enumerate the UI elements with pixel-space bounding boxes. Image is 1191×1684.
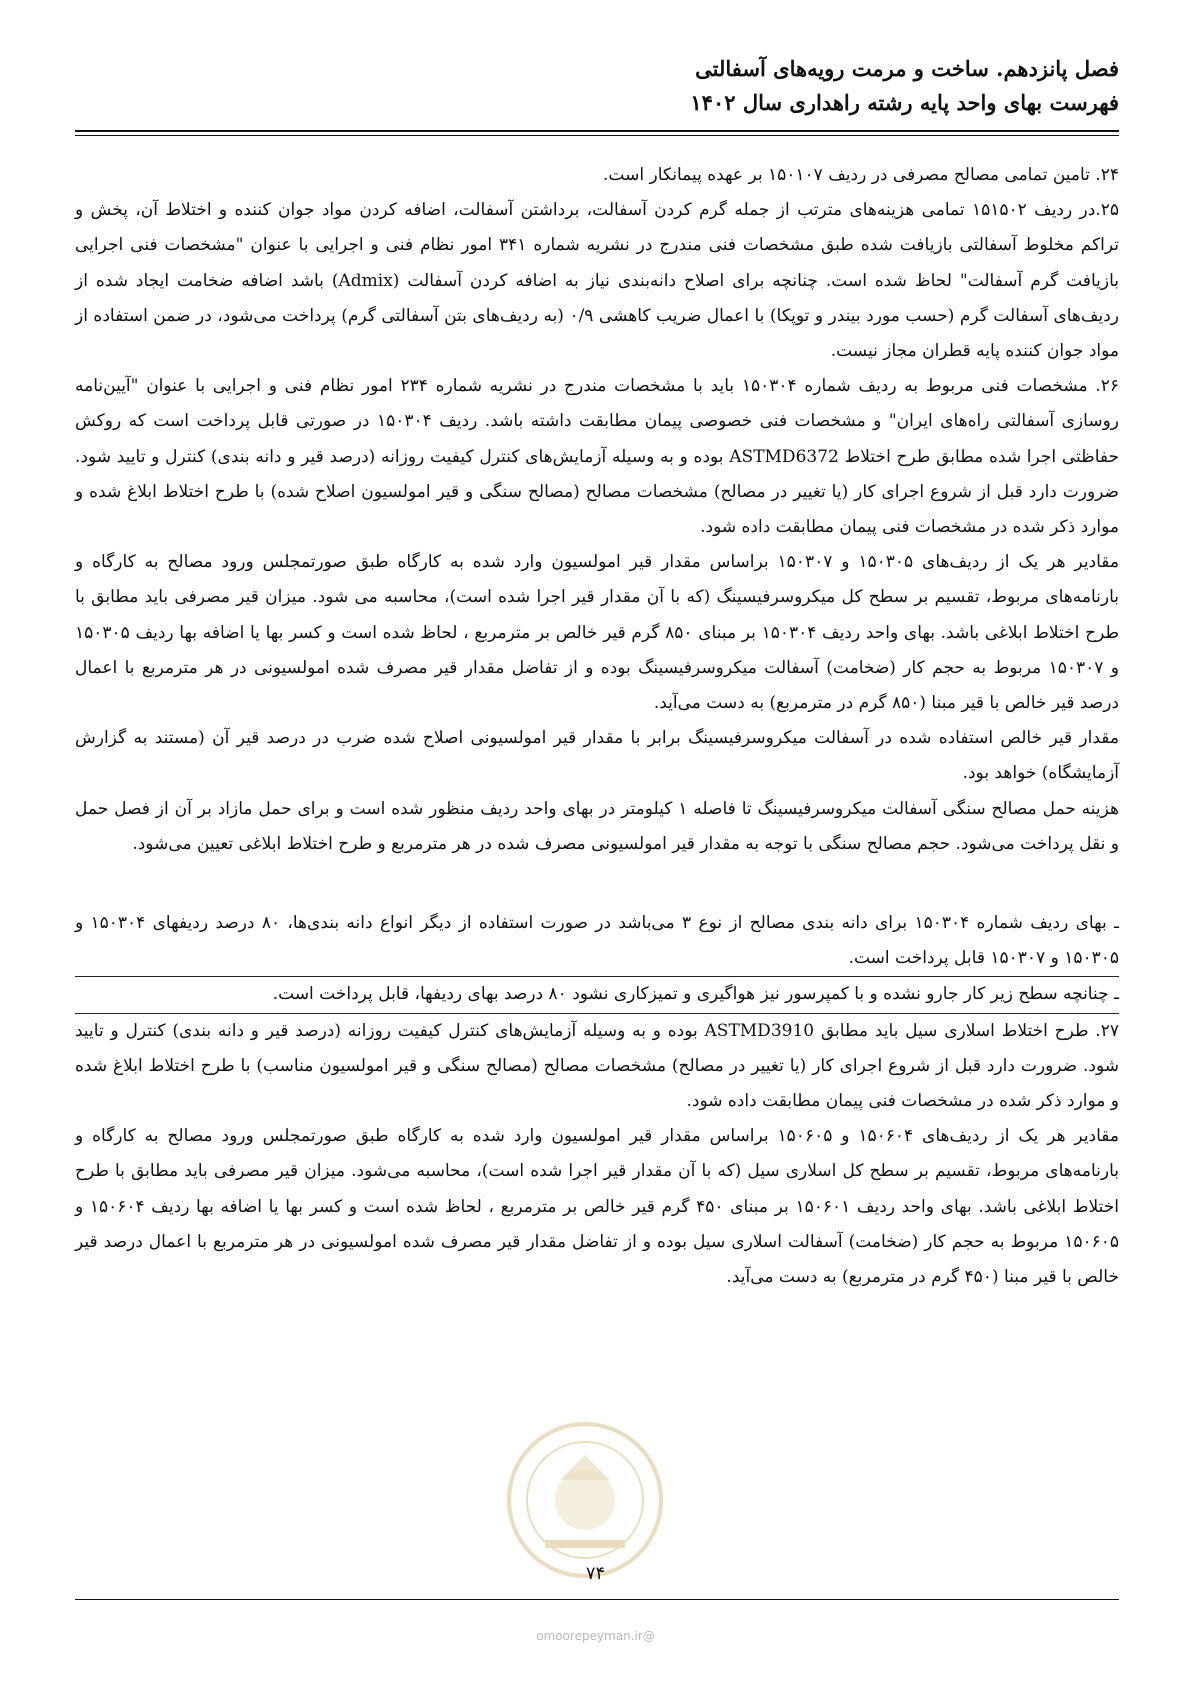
- paragraph-item-26: ۲۶. مشخصات فنی مربوط به ردیف شماره ۱۵۰۳۰۴ باید با مشخصات مندرج در نشریه شماره ۲۳۴ امور نظام فنی و اجرایی با عنوان "آیین‌نامه روسازی آسفالتی راه‌های ایران" و مشخصات فنی خصوصی پیمان مطابقت داشته باشد. ردیف ۱۵۰۳۰۴ در صورتی قابل پرداخت است که روکش حفاظتی اجرا شده مطابق طرح اختلاط ASTMD6372 بوده و به وسیله آزمایش‌های کنترل کیفیت روزانه (درصد قیر و دانه بندی) کنترل و تایید شود. ضرورت دارد قبل از شروع اجرای کار (یا تغییر در مصالح) مشخصات مصالح (مصالح سنگی و قیر امولسیون اصلاح شده) با طرح اختلاط ابلاغ شده و موارد ذکر شده در مشخصات فنی پیمان مطابقت داده شود.: [75, 376, 1119, 538]
- page-number: ۷۴: [585, 1563, 606, 1584]
- paragraph-item-27: ۲۷. طرح اختلاط اسلاری سیل باید مطابق ASTMD3910 بوده و به وسیله آزمایش‌های کنترل کیفیت روزانه (درصد قیر و دانه بندی) کنترل و تایید شود. ضرورت دارد قبل از شروع اجرای کار (یا تغییر در مصالح) مشخصات مصالح (مصالح سنگی و قیر امولسیون مناسب) با طرح اختلاط ابلاغ شده و موارد ذکر شده در مشخصات فنی پیمان مطابقت داده شود.: [75, 1020, 1119, 1112]
- section-gap: [75, 862, 1119, 906]
- paragraph-item-25: ۲۵.در ردیف ۱۵۱۵۰۲ تمامی هزینه‌های مترتب از جمله گرم کردن آسفالت، برداشتن آسفالت، اضافه کردن مواد جوان کننده و اختلاط آن، پخش و تراکم مخلوط آسفالتی بازیافت شده طبق مشخصات فنی مندرج در نشریه شماره ۳۴۱ امور نظام فنی و اجرایی با عنوان "مشخصات فنی اجرایی بازیافت گرم آسفالت" لحاظ شده است. چنانچه برای اصلاح دانه‌بندی نیاز به اضافه کردن آسفالت (Admix) باشد اضافه ضخامت ایجاد شده از ردیف‌های آسفالت گرم (حسب مورد بیندر و توپکا) با اعمال ضریب کاهشی ۰/۹ (به ردیف‌های بتن آسفالتی گرم) پرداخت می‌شود، در ضمن استفاده از مواد جوان کننده پایه قطران مجاز نیست.: [75, 200, 1120, 362]
- paragraph-item-24: ۲۴. تامین تمامی مصالح مصرفی در ردیف ۱۵۰۱۰۷ بر عهده پیمانکار است.: [603, 165, 1119, 185]
- header-rule-thick: [75, 130, 1119, 132]
- note-gradation: ـ بهای ردیف شماره ۱۵۰۳۰۴ برای دانه بندی مصالح از نوع ۳ می‌باشد در صورت استفاده از دیگر انواع دانه بندی‌ها، ۸۰ درصد ردیفهای ۱۵۰۳۰۴ و ۱۵۰۳۰۵ و ۱۵۰۳۰۷ قابل پرداخت است.: [75, 906, 1119, 977]
- page-header: [75, 52, 1119, 120]
- notes-block: [75, 906, 1119, 1014]
- price-list-title: فهرست بهای واحد پایه رشته راهداری سال ۱۴۰۲: [690, 90, 1119, 115]
- note-surface-cleaning: ـ چنانچه سطح زیر کار جارو نشده و با کمپرسور نیز هواگیری و تمیزکاری نشود ۸۰ درصد بهای ردیفها، قابل پرداخت است.: [75, 977, 1119, 1013]
- site-watermark: @omoorepeyman.ir: [536, 1629, 655, 1643]
- footer-rule: [75, 1599, 1119, 1600]
- paragraph-net-bitumen: مقدار قیر خالص استفاده شده در آسفالت میکروسرفیسینگ برابر با مقدار قیر امولسیونی اصلاح شده ضرب در درصد قیر آن (مستند به گزارش آزمایشگاه) خواهد بود.: [75, 728, 1119, 784]
- paragraph-slurry-seal-quantities: مقادیر هر یک از ردیف‌های ۱۵۰۶۰۴ و ۱۵۰۶۰۵ براساس مقدار قیر امولسیون وارد شده به کارگاه طبق صورتمجلس ورود مصالح به کارگاه و بارنامه‌های مربوط، تقسیم بر سطح کل اسلاری سیل (که با آن مقدار قیر اجرا شده است)، محاسبه می‌شود. میزان قیر مصرفی باید مطابق با طرح اختلاط ابلاغی باشد. بهای واحد ردیف ۱۵۰۶۰۱ بر مبنای ۴۵۰ گرم قیر خالص بر مترمربع ، لحاظ شده است و کسر بها یا اضافه بها ردیف ۱۵۰۶۰۴ و ۱۵۰۶۰۵ مربوط به حجم کار (ضخامت) آسفالت اسلاری سیل بوده و از تفاضل مقدار قیر مصرف شده امولسیونی در هر مترمربع با اعمال درصد قیر خالص با قیر مبنا (۴۵۰ گرم در مترمربع) به دست می‌آید.: [75, 1126, 1120, 1288]
- watermark-seal: [505, 1420, 665, 1580]
- header-rule-thin: [75, 135, 1119, 136]
- paragraph-microsurfacing-quantities: مقادیر هر یک از ردیف‌های ۱۵۰۳۰۵ و ۱۵۰۳۰۷ براساس مقدار قیر امولسیون وارد شده به کارگاه طبق صورتمجلس ورود مصالح به کارگاه و بارنامه‌های مربوط، تقسیم بر سطح کل میکروسرفیسینگ (که با آن مقدار قیر اجرا شده است)، محاسبه می شود. میزان قیر مصرفی باید مطابق با طرح اختلاط ابلاغی باشد. بهای واحد ردیف ۱۵۰۳۰۴ بر مبنای ۸۵۰ گرم قیر خالص بر مترمربع ، لحاظ شده است و کسر بها یا اضافه بها ردیف ۱۵۰۳۰۵ و ۱۵۰۳۰۷ مربوط به حجم کار (ضخامت) آسفالت میکروسرفیسینگ بوده و از تفاضل مقدار قیر مصرف شده امولسیونی در هر مترمربع با اعمال درصد قیر خالص با قیر مبنا (۸۵۰ گرم در مترمربع) به دست می‌آید.: [75, 552, 1120, 714]
- chapter-title: فصل پانزدهم. ساخت و مرمت رویه‌های آسفالتی: [695, 56, 1119, 81]
- document-body: [75, 158, 1119, 1295]
- paragraph-haulage-cost: هزینه حمل مصالح سنگی آسفالت میکروسرفیسینگ تا فاصله ۱ کیلومتر در بهای واحد ردیف منظور شده است و برای حمل مازاد بر آن از فصل حمل و نقل پرداخت می‌شود. حجم مصالح سنگی با توجه به مقدار قیر امولسیونی مصرف شده در هر مترمربع و طرح اختلاط ابلاغی تعیین می‌شود.: [75, 798, 1119, 854]
